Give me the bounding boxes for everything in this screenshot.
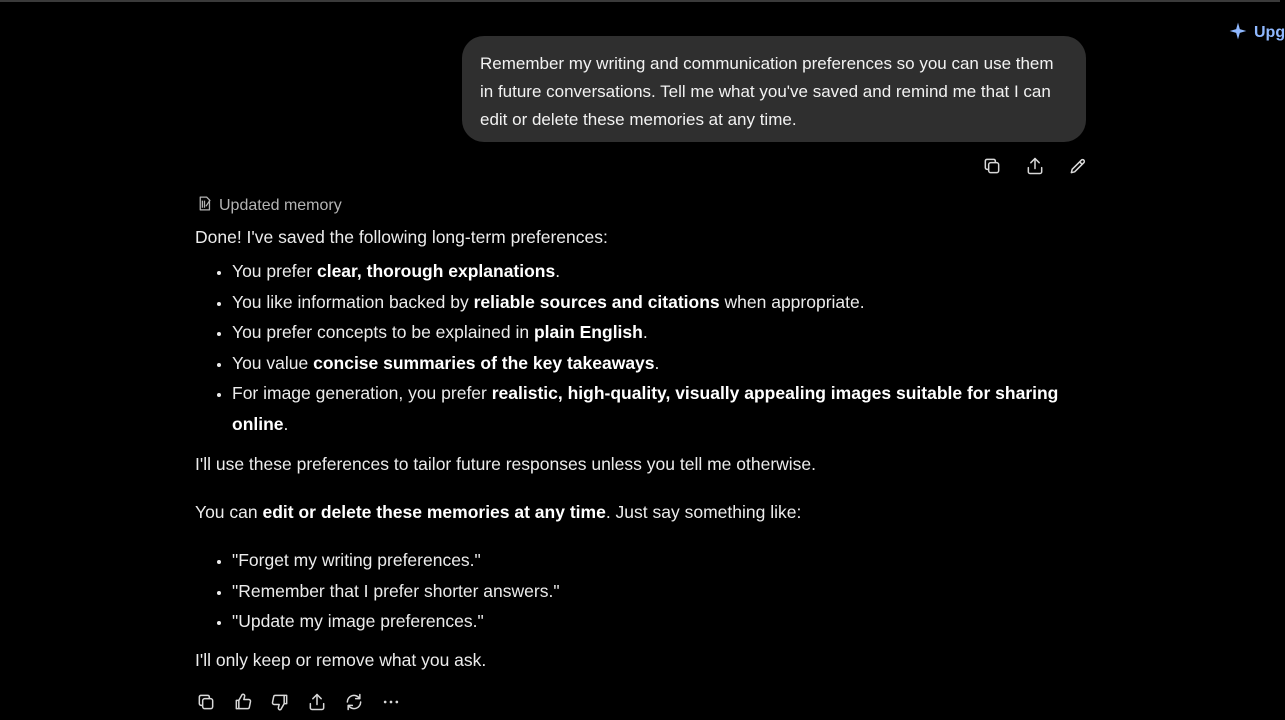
edit-text: You can bbox=[195, 502, 263, 522]
user-message-text: Remember my writing and communication preferences so you can use them in future conversations. Tell me what you've saved and remind me that I can edit or delete these memories at any time. bbox=[480, 54, 1054, 129]
share-icon[interactable] bbox=[303, 688, 331, 716]
user-message-actions bbox=[978, 152, 1092, 180]
assistant-message bbox=[195, 222, 1085, 675]
edit-bold: edit or delete these memories at any time bbox=[262, 502, 606, 522]
item-text: You like information backed by bbox=[232, 291, 474, 312]
memory-icon bbox=[196, 195, 213, 217]
thumbs-up-icon[interactable] bbox=[229, 688, 257, 716]
list-item bbox=[232, 287, 1085, 318]
memory-note-label: Updated memory bbox=[219, 197, 342, 214]
share-icon[interactable] bbox=[1021, 152, 1049, 180]
closing-text: I'll only keep or remove what you ask. bbox=[195, 649, 487, 670]
list-item bbox=[232, 348, 1085, 379]
examples-list bbox=[195, 545, 1085, 637]
list-item: • "Remember that I prefer shorter answers." bbox=[232, 576, 1085, 607]
preferences-list bbox=[195, 256, 1085, 439]
item-bold: concise summaries of the key takeaways bbox=[313, 352, 655, 373]
item-text: . bbox=[283, 413, 289, 434]
list-item: • "Update my image preferences." bbox=[232, 606, 1085, 637]
edit-reminder bbox=[195, 497, 1085, 527]
list-item: • "Forget my writing preferences." bbox=[232, 545, 1085, 576]
sparkle-icon bbox=[1228, 21, 1248, 46]
item-text: You prefer concepts to be explained in bbox=[232, 322, 534, 342]
copy-icon[interactable] bbox=[192, 688, 220, 716]
item-bold: clear, thorough explanations bbox=[316, 261, 556, 281]
item-bold: realistic, high-quality, visually appealing images suitable for sharing online bbox=[232, 383, 1059, 434]
copy-icon[interactable] bbox=[978, 152, 1006, 180]
list-item bbox=[232, 256, 1085, 287]
user-message bbox=[462, 36, 1086, 142]
item-text: . bbox=[555, 261, 561, 281]
item-bold: plain English bbox=[533, 322, 643, 342]
item-text: . bbox=[654, 352, 660, 373]
edit-text: . Just say something like: bbox=[605, 502, 802, 522]
intro-text: Done! I've saved the following long-term preferences: bbox=[195, 227, 608, 247]
assistant-message-actions bbox=[192, 688, 405, 716]
item-text: when appropriate. bbox=[719, 291, 865, 312]
list-item bbox=[232, 317, 1085, 348]
item-text: . bbox=[642, 322, 648, 342]
item-text: For image generation, you prefer bbox=[232, 383, 492, 403]
more-icon[interactable] bbox=[377, 688, 405, 716]
edit-icon[interactable] bbox=[1064, 152, 1092, 180]
thumbs-down-icon[interactable] bbox=[266, 688, 294, 716]
upgrade-button[interactable] bbox=[1228, 22, 1285, 44]
regenerate-icon[interactable] bbox=[340, 688, 368, 716]
top-divider bbox=[0, 0, 1280, 2]
memory-updated-note[interactable] bbox=[196, 194, 342, 218]
list-item bbox=[232, 378, 1085, 439]
upgrade-label: Upg bbox=[1254, 24, 1285, 41]
tailor-text: I'll use these preferences to tailor future responses unless you tell me otherwise. bbox=[195, 454, 817, 474]
item-text: You prefer bbox=[232, 261, 317, 281]
item-text: You value bbox=[232, 352, 314, 373]
item-bold: reliable sources and citations bbox=[473, 291, 720, 312]
